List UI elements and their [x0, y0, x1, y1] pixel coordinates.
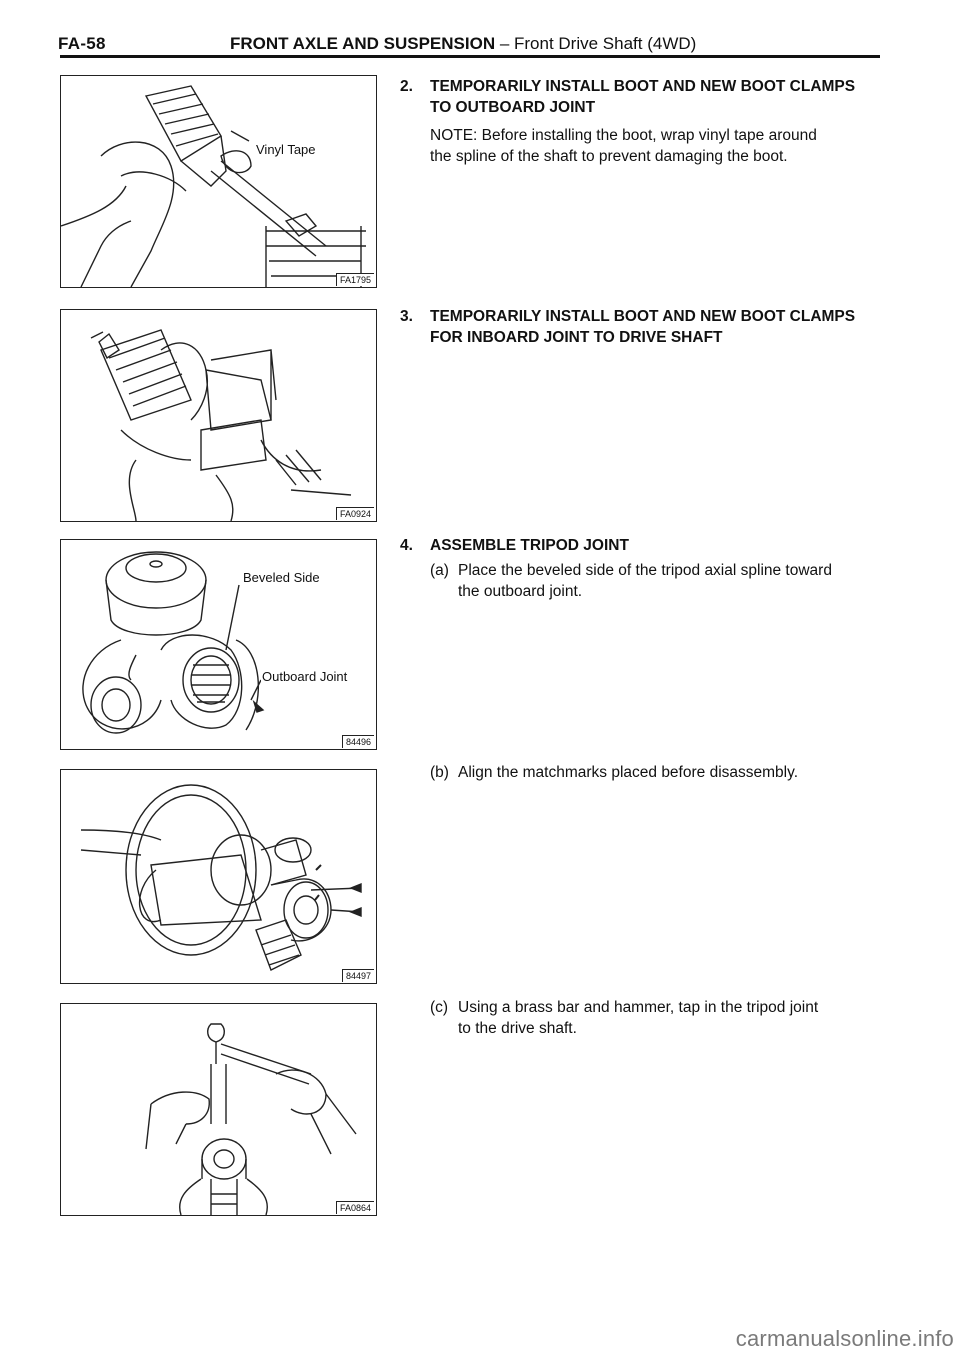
outboard-joint-label: Outboard Joint: [262, 669, 348, 684]
substep-label: (b): [430, 764, 449, 781]
step-2: [400, 76, 890, 167]
step-title: ASSEMBLE TRIPOD JOINT: [430, 537, 629, 554]
tripod-joint-illustration: [61, 540, 376, 749]
step-3: [400, 306, 890, 348]
step-number: 3.: [400, 308, 413, 325]
figure-brass-bar-hammer: [60, 1003, 377, 1216]
substep-text: Place the beveled side of the tripod axial spline toward the outboard joint.: [458, 562, 832, 600]
step-title: TEMPORARILY INSTALL BOOT AND NEW BOOT CLAMPS TO OUTBOARD JOINT: [430, 78, 856, 116]
step-note: NOTE: Before installing the boot, wrap vinyl tape around the spline of the shaft to prevent damaging the boot.: [430, 127, 817, 165]
matchmarks-illustration: [61, 770, 376, 983]
step-number: 2.: [400, 78, 413, 95]
step-number: 4.: [400, 537, 413, 554]
figure-code: FA1795: [336, 273, 374, 286]
substep-c: [430, 997, 890, 1039]
figure-code: FA0864: [336, 1201, 374, 1214]
step-title: TEMPORARILY INSTALL BOOT AND NEW BOOT CLAMPS FOR INBOARD JOINT TO DRIVE SHAFT: [430, 308, 856, 346]
watermark: carmanualsonline.info: [735, 1326, 954, 1351]
page-number: FA-58: [58, 34, 106, 53]
figure-code: 84496: [342, 735, 374, 748]
vinyl-tape-label: Vinyl Tape: [256, 142, 316, 157]
figure-matchmarks: [60, 769, 377, 984]
substep-label: (a): [430, 562, 449, 579]
inboard-boot-illustration: [61, 310, 376, 521]
figure-code: FA0924: [336, 507, 374, 520]
substep-text: Using a brass bar and hammer, tap in the tripod joint to the drive shaft.: [458, 999, 819, 1037]
vinyl-tape-illustration: [61, 76, 376, 287]
substep-text: Align the matchmarks placed before disassembly.: [458, 764, 799, 781]
substep-b: [430, 762, 890, 783]
subsection-title: – Front Drive Shaft (4WD): [495, 34, 697, 53]
substep-a: [430, 560, 890, 602]
section-title: FRONT AXLE AND SUSPENSION: [230, 34, 496, 53]
substep-label: (c): [430, 999, 449, 1016]
page-title: [230, 34, 696, 54]
beveled-side-label: Beveled Side: [243, 570, 320, 585]
brass-bar-hammer-illustration: [61, 1004, 376, 1215]
header-divider: [60, 55, 880, 58]
figure-code: 84497: [342, 969, 374, 982]
figure-tripod-joint: [60, 539, 377, 750]
step-4: [400, 535, 890, 556]
figure-vinyl-tape: [60, 75, 377, 288]
figure-inboard-boot: [60, 309, 377, 522]
